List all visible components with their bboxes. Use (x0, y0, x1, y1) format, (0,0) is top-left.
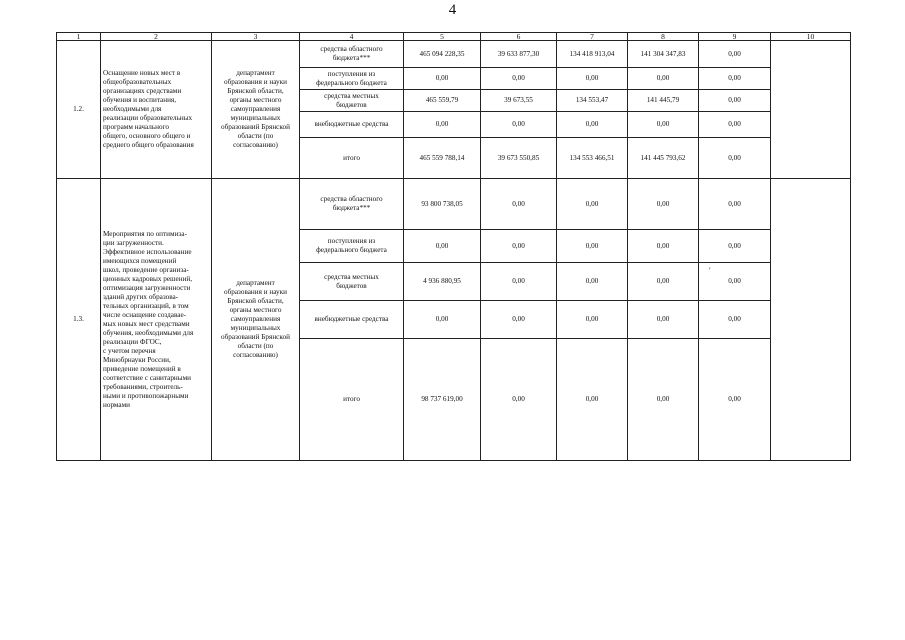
value-cell: 465 559 788,14 (404, 138, 481, 179)
value-cell: 0,00 (628, 230, 699, 263)
value-cell: 0,00 (628, 112, 699, 138)
value-cell: 0,00 (481, 301, 557, 339)
value-cell: 0,00 (699, 263, 771, 301)
value-cell: 98 737 619,00 (404, 339, 481, 461)
value-cell: 0,00 (481, 230, 557, 263)
column-header: 8 (628, 33, 699, 41)
executor: департамент образования и науки Брянской области, органы местного самоуправления муниципальных образований Брянской области (по согласованию) (212, 41, 300, 179)
section-number: 1.3. (57, 179, 101, 461)
value-cell: 0,00 (628, 339, 699, 461)
measure-name: Мероприятия по оптимиза- ции загруженности. Эффективное использование имеющихся помещений школ, проведение организа- ционных кадровых решений, оптимизация загруженности зданий других образова- тельных организаций, в том числе оснащение создавае- мых новых мест средствами обучения, необходимыми для реализации ФГОС, с учетом перечня Минобрнауки России, приведение помещений в соответствие с санитарными требованиями, строитель- ными и противопожарными нормами (101, 179, 212, 461)
value-cell: 0,00 (699, 90, 771, 112)
value-cell: 141 445,79 (628, 90, 699, 112)
value-cell: 0,00 (557, 339, 628, 461)
value-cell: 0,00 (699, 112, 771, 138)
value-cell: 0,00 (557, 68, 628, 90)
funding-source: итого (300, 138, 404, 179)
column-header: 9 (699, 33, 771, 41)
scan-mark: ʹ (709, 266, 711, 275)
funding-source: итого (300, 339, 404, 461)
value-cell: 0,00 (404, 68, 481, 90)
value-cell: 0,00 (481, 263, 557, 301)
funding-source: средства областного бюджета*** (300, 179, 404, 230)
table-row (57, 179, 851, 230)
table-row (57, 41, 851, 68)
value-cell: 0,00 (481, 68, 557, 90)
value-cell: 0,00 (628, 68, 699, 90)
value-cell: 0,00 (699, 301, 771, 339)
value-cell: 0,00 (699, 230, 771, 263)
column-header: 6 (481, 33, 557, 41)
value-cell: 0,00 (557, 179, 628, 230)
funding-source: средства областного бюджета*** (300, 41, 404, 68)
value-cell: 465 094 228,35 (404, 41, 481, 68)
value-cell: 141 304 347,83 (628, 41, 699, 68)
value-cell: 0,00 (557, 112, 628, 138)
value-cell: 0,00 (404, 230, 481, 263)
executor: департамент образования и науки Брянской области, органы местного самоуправления муниципальных образований Брянской области (по согласованию) (212, 179, 300, 461)
value-cell: 134 553 466,51 (557, 138, 628, 179)
funding-source: поступления из федерального бюджета (300, 230, 404, 263)
column-header: 5 (404, 33, 481, 41)
value-cell: 0,00 (699, 339, 771, 461)
funding-source: средства местных бюджетов (300, 90, 404, 112)
value-cell: 0,00 (557, 301, 628, 339)
funding-source: средства местных бюджетов (300, 263, 404, 301)
funding-source: внебюджетные средства (300, 112, 404, 138)
column-header: 2 (101, 33, 212, 41)
funding-source: внебюджетные средства (300, 301, 404, 339)
value-cell: 134 553,47 (557, 90, 628, 112)
page-number: 4 (448, 2, 457, 18)
funding-source: поступления из федерального бюджета (300, 68, 404, 90)
value-cell: 0,00 (557, 263, 628, 301)
value-cell: 465 559,79 (404, 90, 481, 112)
value-cell: 0,00 (628, 301, 699, 339)
value-cell: 0,00 (628, 179, 699, 230)
value-cell: 0,00 (481, 179, 557, 230)
value-cell: 4 936 880,95 (404, 263, 481, 301)
value-cell: 141 445 793,62 (628, 138, 699, 179)
value-cell: 0,00 (481, 112, 557, 138)
value-cell: 39 673,55 (481, 90, 557, 112)
value-cell: 93 800 738,05 (404, 179, 481, 230)
column-header-row (57, 33, 851, 41)
column-header: 10 (771, 33, 851, 41)
value-cell: 0,00 (404, 301, 481, 339)
value-cell: 134 418 913,04 (557, 41, 628, 68)
column-header: 4 (300, 33, 404, 41)
section-number: 1.2. (57, 41, 101, 179)
column-header: 7 (557, 33, 628, 41)
column-header: 1 (57, 33, 101, 41)
value-cell: 0,00 (404, 112, 481, 138)
value-cell: 0,00 (481, 339, 557, 461)
value-cell: 39 673 550,85 (481, 138, 557, 179)
value-cell: 0,00 (699, 41, 771, 68)
column-header: 3 (212, 33, 300, 41)
value-cell: 0,00 (699, 138, 771, 179)
value-cell: 0,00 (699, 68, 771, 90)
value-cell: 0,00 (699, 179, 771, 230)
value-cell: 39 633 877,30 (481, 41, 557, 68)
budget-table (56, 32, 851, 461)
value-cell: 0,00 (557, 230, 628, 263)
value-cell: 0,00 (628, 263, 699, 301)
column-10-cell (771, 41, 851, 179)
column-10-cell (771, 179, 851, 461)
measure-name: Оснащение новых мест в общеобразовательных организациях средствами обучения и воспитания, необходимыми для реализации образовательных программ начального общего, основного общего и среднего общего образования (101, 41, 212, 179)
